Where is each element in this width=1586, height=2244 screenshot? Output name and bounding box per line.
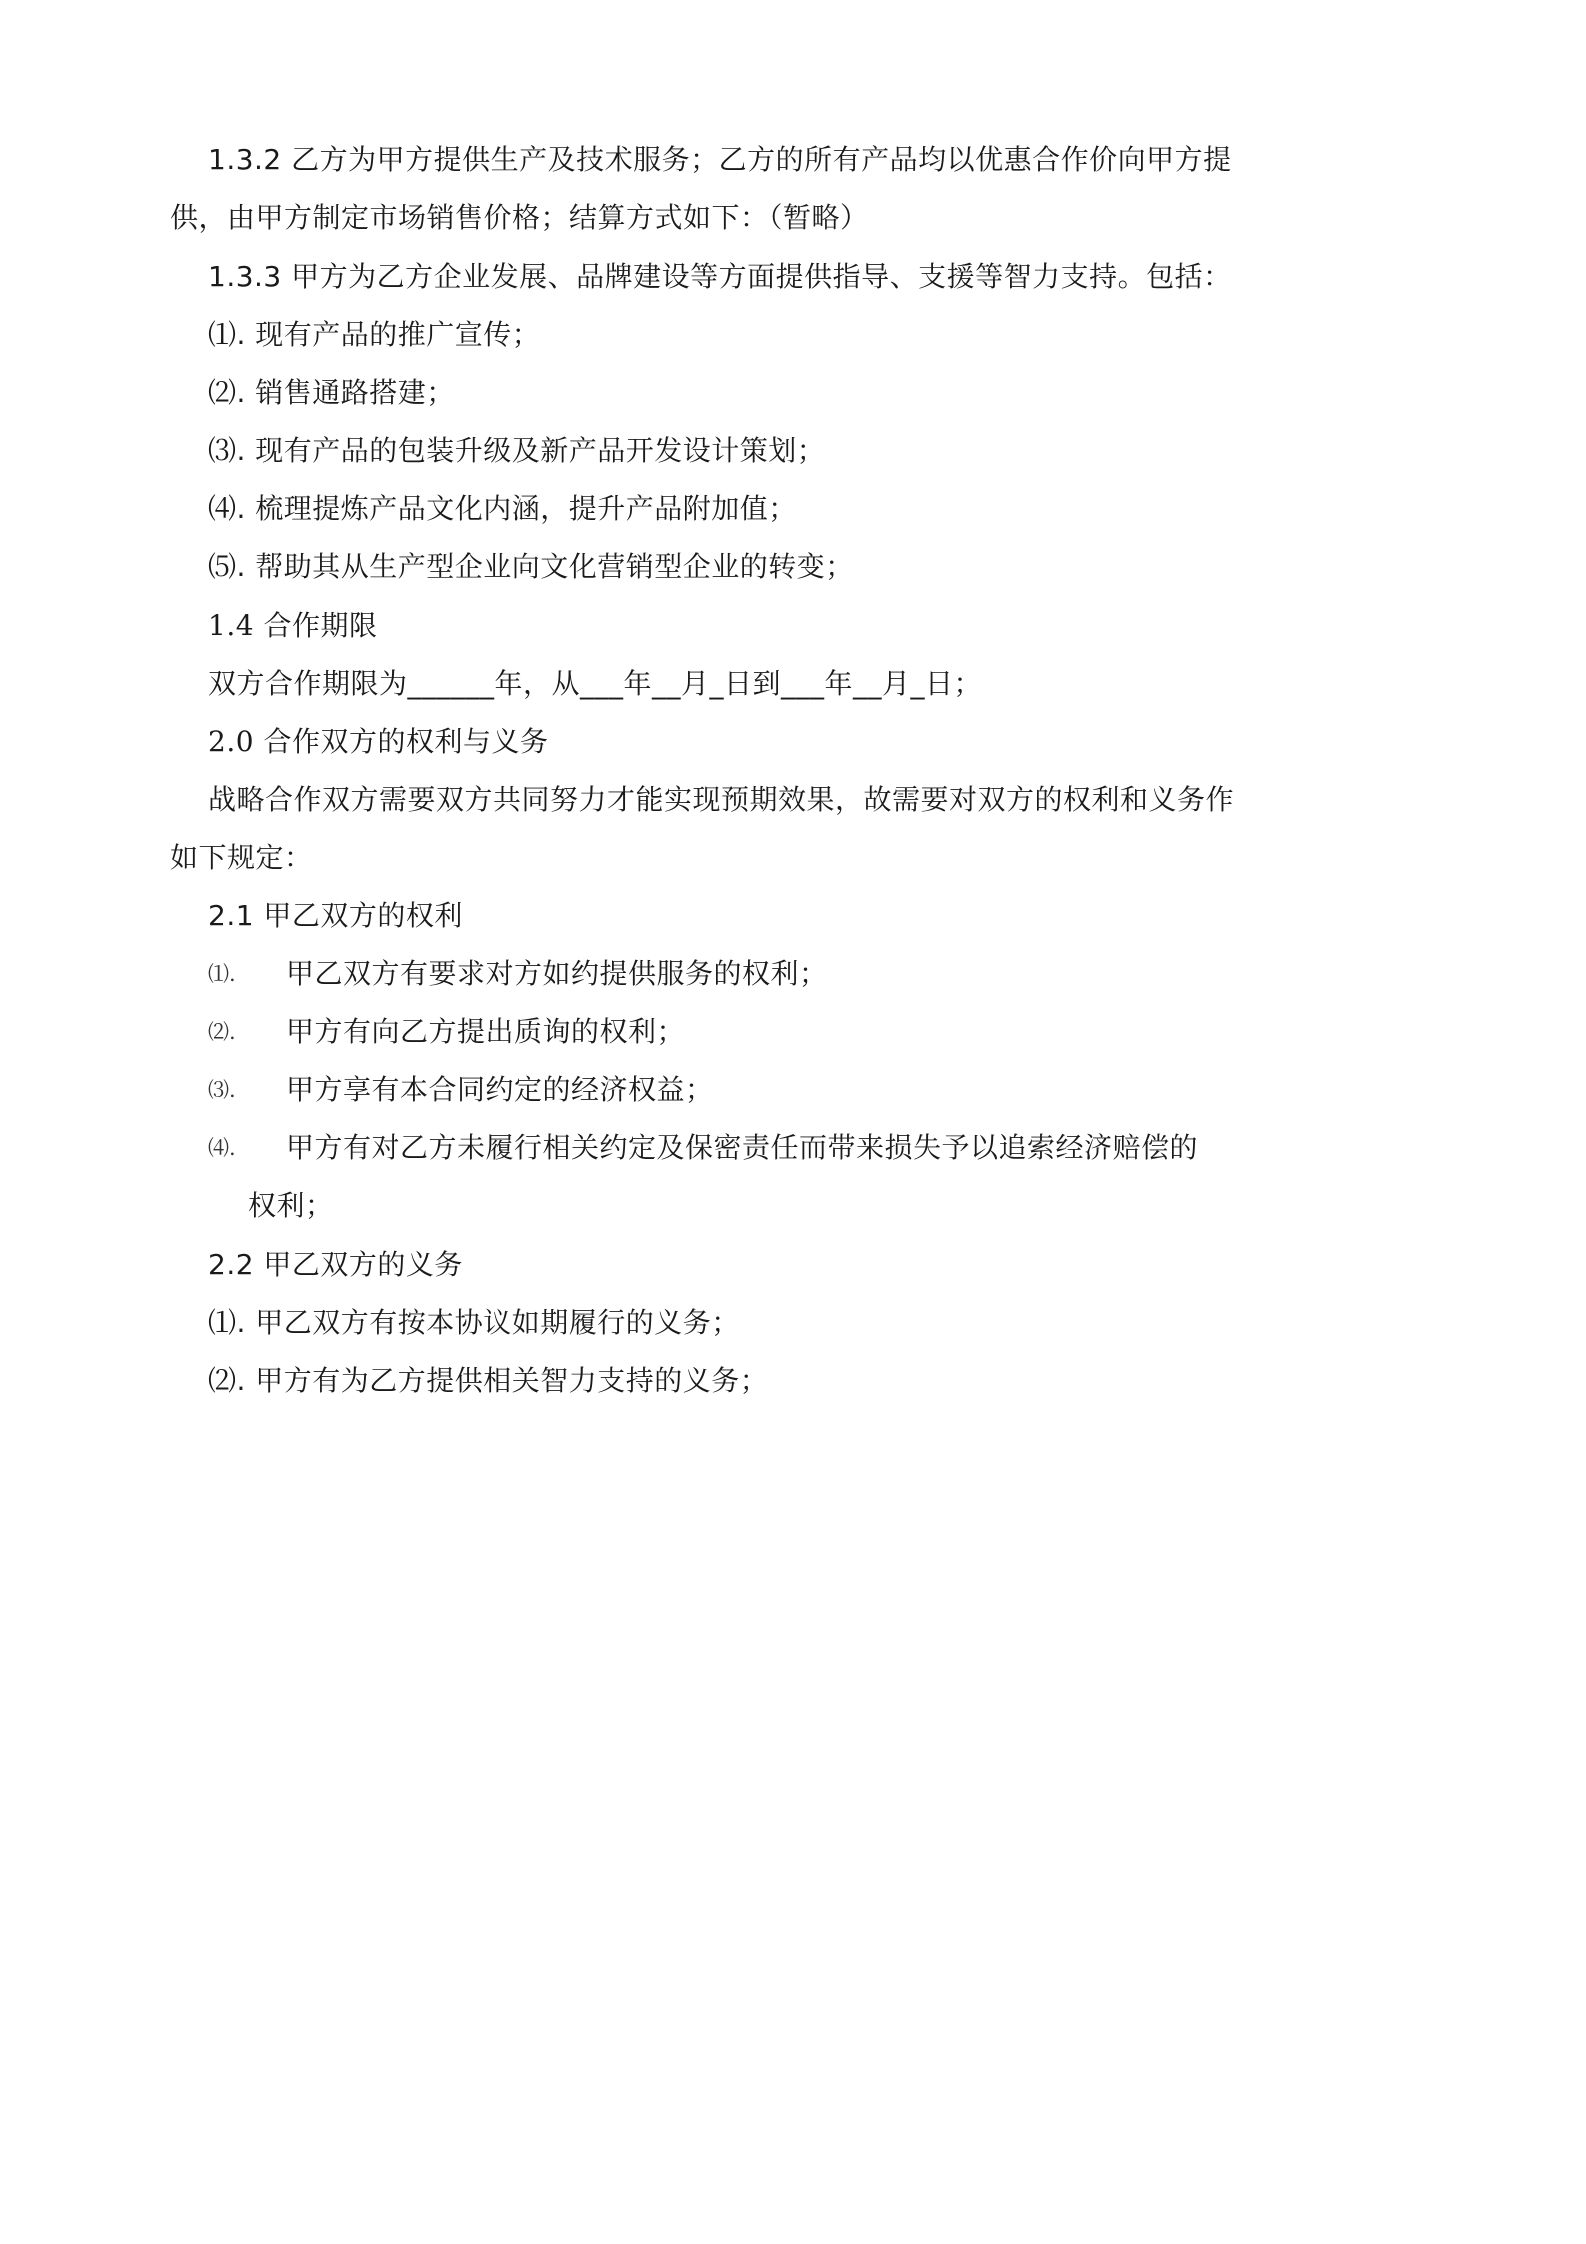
section-title: 合作期限 xyxy=(263,609,378,642)
list-marker: ⑴. xyxy=(208,962,236,986)
section-number: 1.4 xyxy=(208,609,255,642)
clause-1-3-2-line-2: 供，由甲方制定市场销售价格；结算方式如下：（暂略） xyxy=(170,201,869,234)
section-number: 2.0 xyxy=(208,725,255,758)
intro-line-2: 如下规定： xyxy=(170,841,313,874)
obligation-item: ⑵. 甲方有为乙方提供相关智力支持的义务； xyxy=(208,1364,769,1397)
section-1-4-heading xyxy=(208,606,377,646)
support-item: ⑸. 帮助其从生产型企业向文化营销型企业的转变； xyxy=(208,550,854,583)
clause-1-3-2-line-1: 1.3.2 乙方为甲方提供生产及技术服务；乙方的所有产品均以优惠合作价向甲方提 xyxy=(208,143,1232,176)
right-item: 甲方有对乙方未履行相关约定及保密责任而带来损失予以追索经济赔偿的 xyxy=(286,1131,1199,1164)
support-item: ⑷. 梳理提炼产品文化内涵，提升产品附加值； xyxy=(208,492,797,525)
section-2-2-heading: 2.2 甲乙双方的义务 xyxy=(208,1248,463,1281)
cooperation-term: 双方合作期限为______年，从___年__月_日到___年__月_日； xyxy=(208,667,983,700)
section-title: 合作双方的权利与义务 xyxy=(263,725,549,758)
intro-line-1: 战略合作双方需要双方共同努力才能实现预期效果，故需要对双方的权利和义务作 xyxy=(208,783,1235,816)
list-marker: ⑶. xyxy=(208,1078,236,1102)
right-item: 甲方享有本合同约定的经济权益； xyxy=(286,1073,714,1106)
support-item: ⑶. 现有产品的包装升级及新产品开发设计策划； xyxy=(208,434,826,467)
support-item: ⑴. 现有产品的推广宣传； xyxy=(208,318,541,351)
obligation-item: ⑴. 甲乙双方有按本协议如期履行的义务； xyxy=(208,1306,740,1339)
clause-1-3-3: 1.3.3 甲方为乙方企业发展、品牌建设等方面提供指导、支援等智力支持。包括： xyxy=(208,260,1232,293)
section-2-1-heading: 2.1 甲乙双方的权利 xyxy=(208,899,463,932)
right-item-continuation: 权利； xyxy=(248,1189,334,1222)
section-2-0-heading xyxy=(208,722,548,762)
right-item: 甲乙双方有要求对方如约提供服务的权利； xyxy=(286,957,828,990)
right-item: 甲方有向乙方提出质询的权利； xyxy=(286,1015,686,1048)
list-marker: ⑵. xyxy=(208,1020,236,1044)
support-item: ⑵. 销售通路搭建； xyxy=(208,376,455,409)
list-marker: ⑷. xyxy=(208,1136,236,1160)
